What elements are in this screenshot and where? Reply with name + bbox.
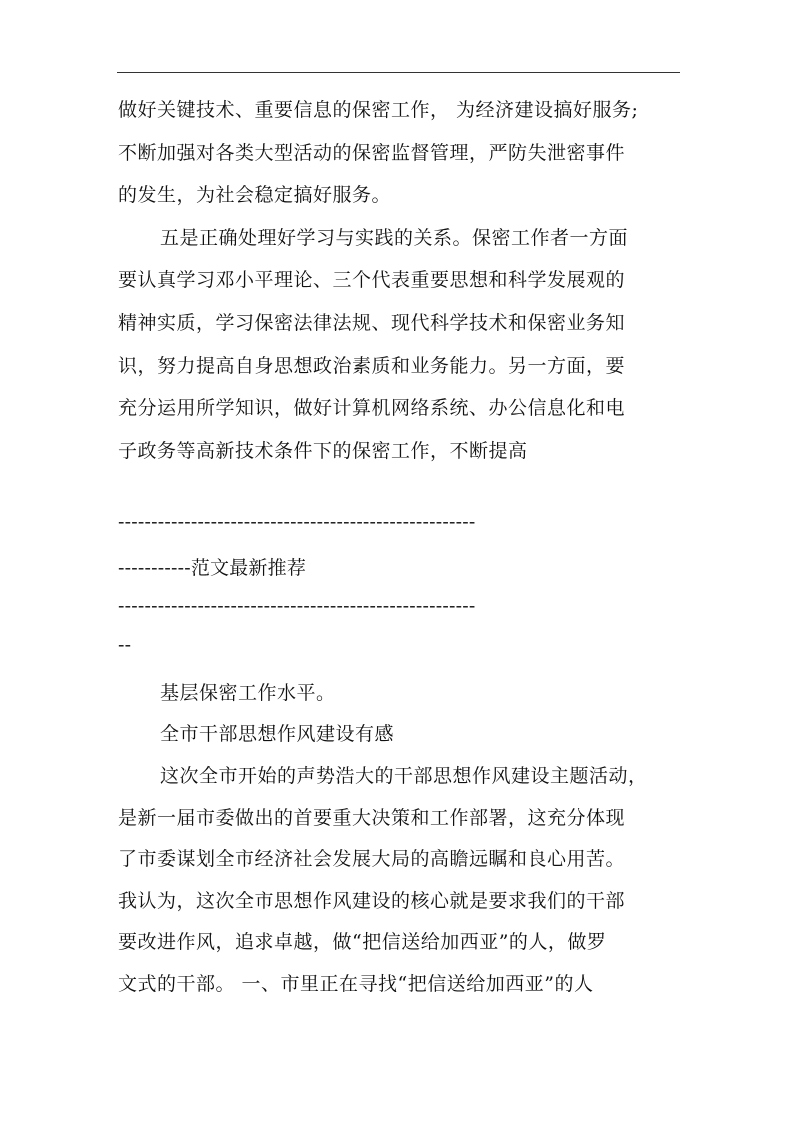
text-line: 识，努力提高自身思想政治素质和业务能力。另一方面，要 xyxy=(118,355,626,377)
text-line: 基层保密工作水平。 xyxy=(160,682,336,704)
text-line: 文式的干部。 一、市里正在寻找“把信送给加西亚”的人 xyxy=(118,973,594,995)
paragraph-start: 这次全市开始的声势浩大的干部思想作风建设主题活动， xyxy=(160,765,648,787)
header-rule xyxy=(117,72,680,73)
text-line: 不断加强对各类大型活动的保密监督管理，严防失泄密事件 xyxy=(118,142,626,164)
text-line: 精神实质，学习保密法律法规、现代科学技术和保密业务知 xyxy=(118,312,626,334)
dash-separator: ------------------------------------------------------ xyxy=(118,511,476,533)
text-line: 做好关键技术、重要信息的保密工作， 为经济建设搞好服务; xyxy=(118,99,639,121)
recommend-heading: -----------范文最新推荐 xyxy=(118,557,307,579)
text-line: 我认为，这次全市思想作风建设的核心就是要求我们的干部 xyxy=(118,890,626,912)
text-line: 的发生，为社会稳定搞好服务。 xyxy=(118,184,392,206)
text-line: 要改进作风，追求卓越，做“把信送给加西亚”的人，做罗 xyxy=(118,931,607,953)
article-title: 全市干部思想作风建设有感 xyxy=(160,723,395,745)
dash-separator: -- xyxy=(118,634,132,656)
paragraph-start: 五是正确处理好学习与实践的关系。保密工作者一方面 xyxy=(160,227,629,249)
text-line: 充分运用所学知识，做好计算机网络系统、办公信息化和电 xyxy=(118,397,626,419)
text-line: 是新一届市委做出的首要重大决策和工作部署，这充分体现 xyxy=(118,807,626,829)
text-line: 子政务等高新技术条件下的保密工作，不断提高 xyxy=(118,440,528,462)
dash-separator: ------------------------------------------------------ xyxy=(118,595,476,617)
text-line: 要认真学习邓小平理论、三个代表重要思想和科学发展观的 xyxy=(118,269,626,291)
text-line: 了市委谋划全市经济社会发展大局的高瞻远瞩和良心用苦。 xyxy=(118,848,626,870)
